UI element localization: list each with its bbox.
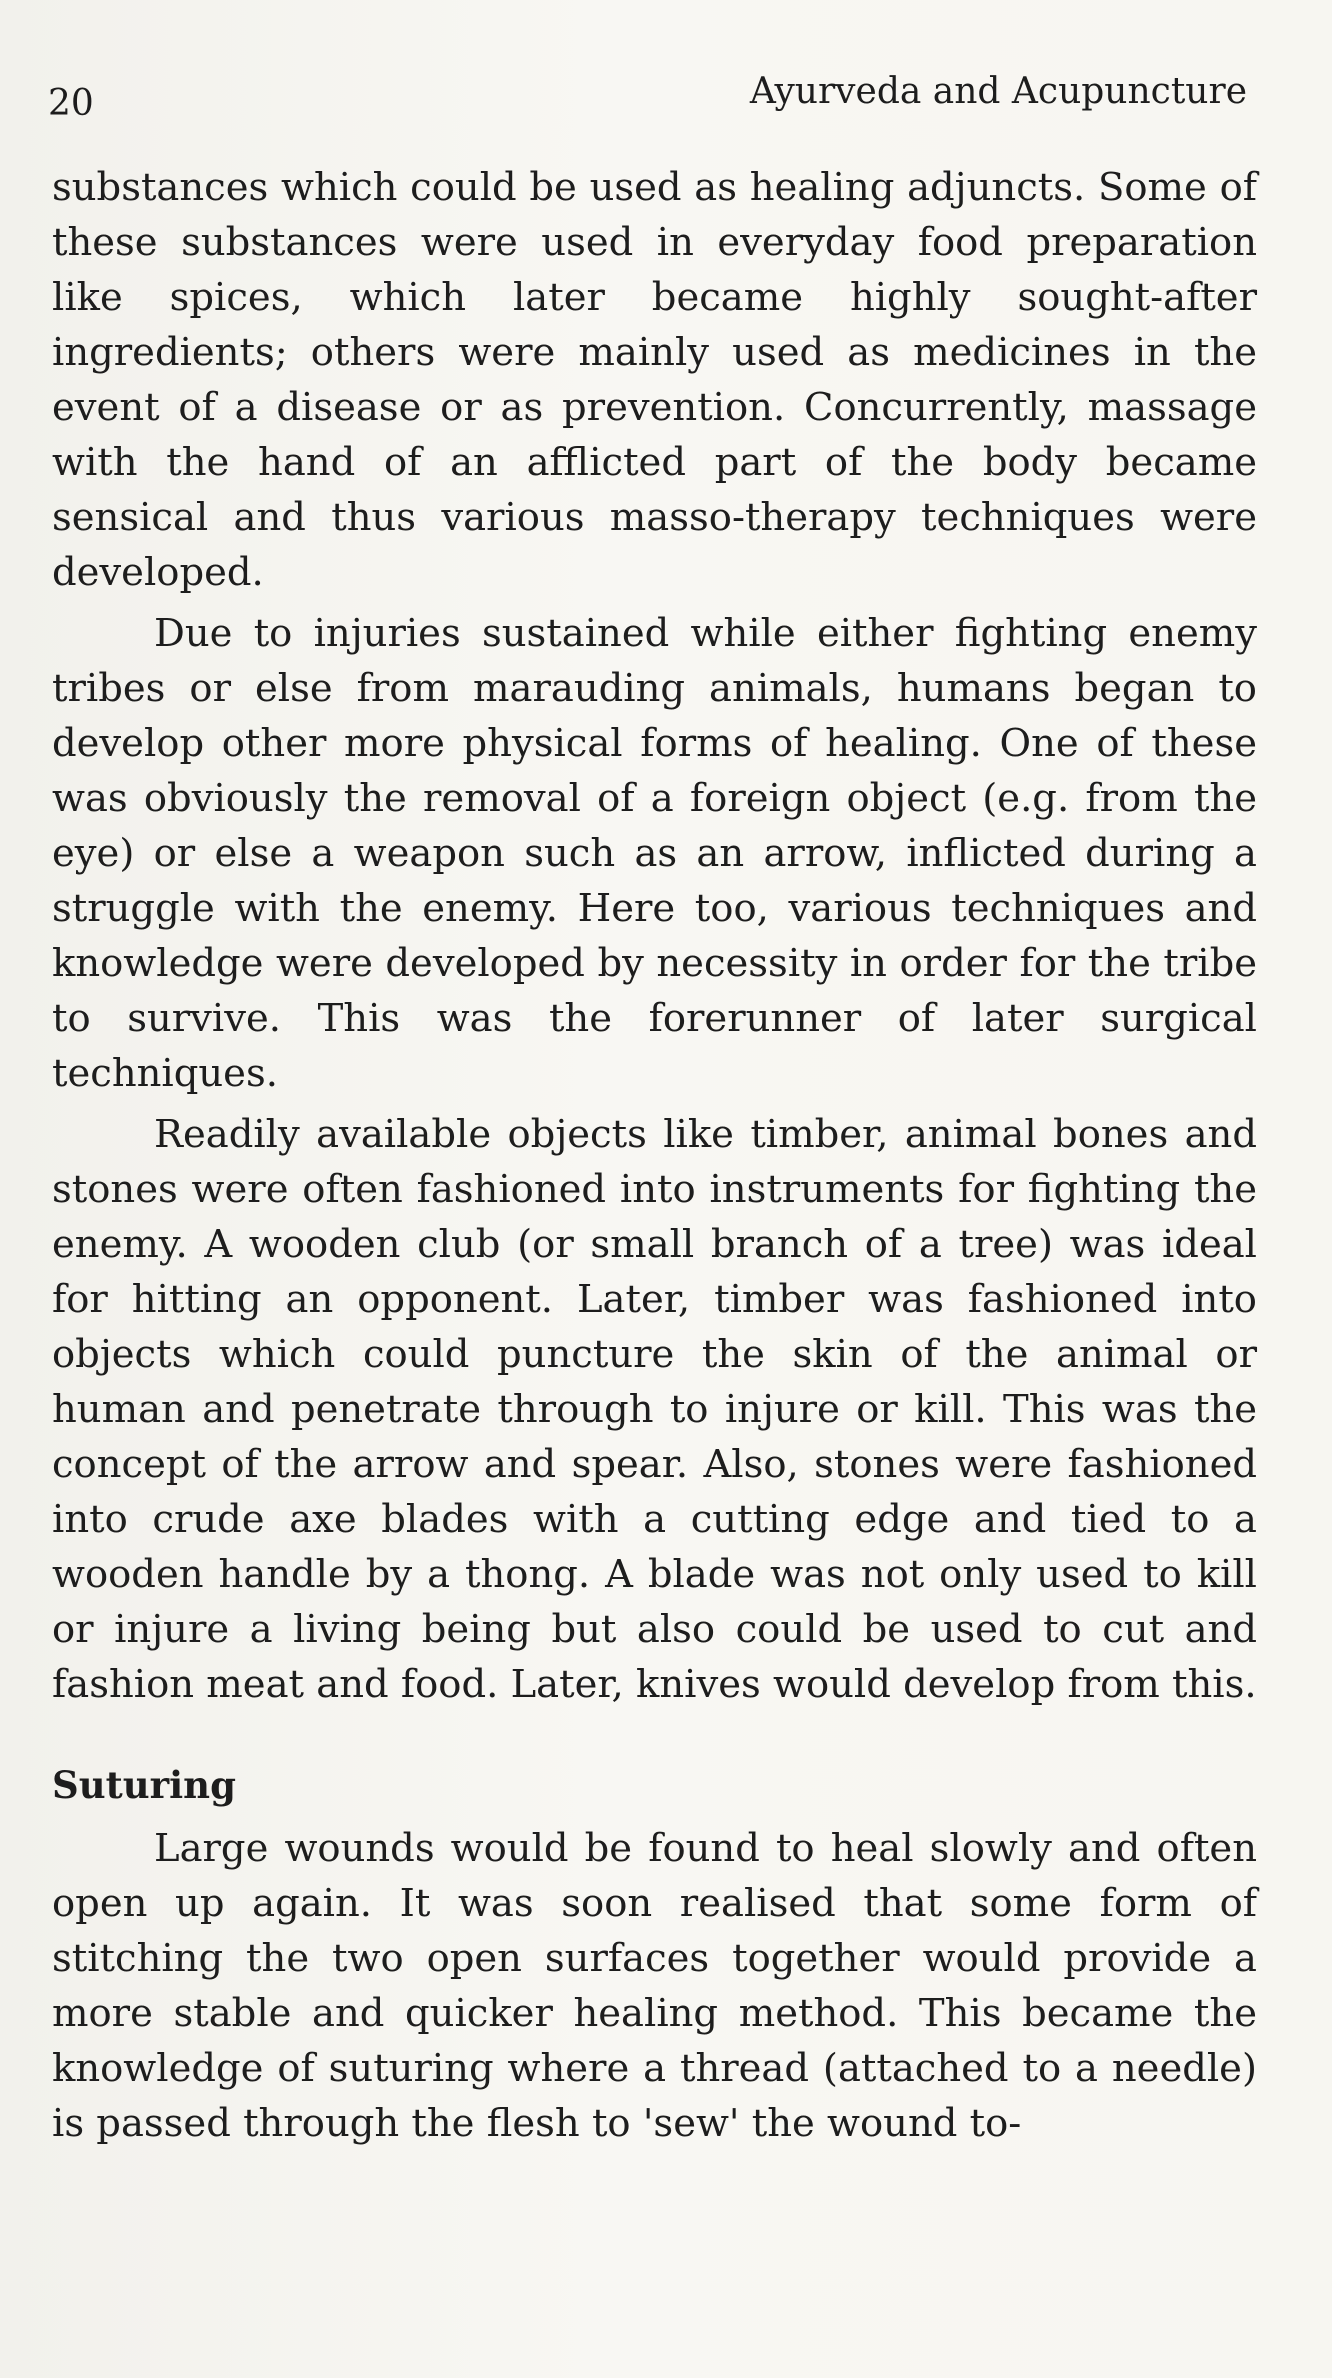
running-title: Ayurveda and Acupuncture xyxy=(749,71,1247,112)
paragraph-continuation: substances which could be used as healing adjuncts. Some of these substances were used in everyday food preparation like spices, which later became highly sought-after ingredients; others were mainly used as medicines in the event of a disease or as prevention. Concurrently, massage with the hand of an afflicted part of the body became sensical and thus various masso-therapy techniques were developed. xyxy=(52,165,1257,595)
section-heading: Suturing xyxy=(52,1763,236,1807)
paragraph-injuries: Due to injuries sustained while either fighting enemy tribes or else from marauding animals, humans began to develop other more physical forms of healing. One of these was obviously the removal of a foreign object (e.g. from the eye) or else a weapon such as an arrow, inflicted during a struggle with the enemy. Here too, various techniques and knowledge were developed by necessity in order for the tribe to survive. This was the forerunner of later surgical techniques. xyxy=(52,611,1257,1096)
body-text xyxy=(52,160,1257,2151)
page-header xyxy=(48,62,1247,122)
paragraph-instruments: Readily available objects like timber, animal bones and stones were often fashioned into instruments for fighting the enemy. A wooden club (or small branch of a tree) was ideal for hitting an opponent. Later, timber was fashioned into objects which could puncture the skin of the animal or human and penetrate through to injure or kill. This was the concept of the arrow and spear. Also, stones were fashioned into crude axe blades with a cutting edge and tied to a wooden handle by a thong. A blade was not only used to kill or injure a living being but also could be used to cut and fashion meat and food. Later, knives would develop from this. xyxy=(52,1112,1257,1707)
page-number: 20 xyxy=(48,83,94,124)
paragraph-suturing: Large wounds would be found to heal slowly and often open up again. It was soon realised that some form of stitching the two open surfaces together would provide a more stable and quicker healing method. This became the knowledge of suturing where a thread (attached to a needle) is passed through the flesh to 'sew' the wound to- xyxy=(52,1826,1257,2146)
